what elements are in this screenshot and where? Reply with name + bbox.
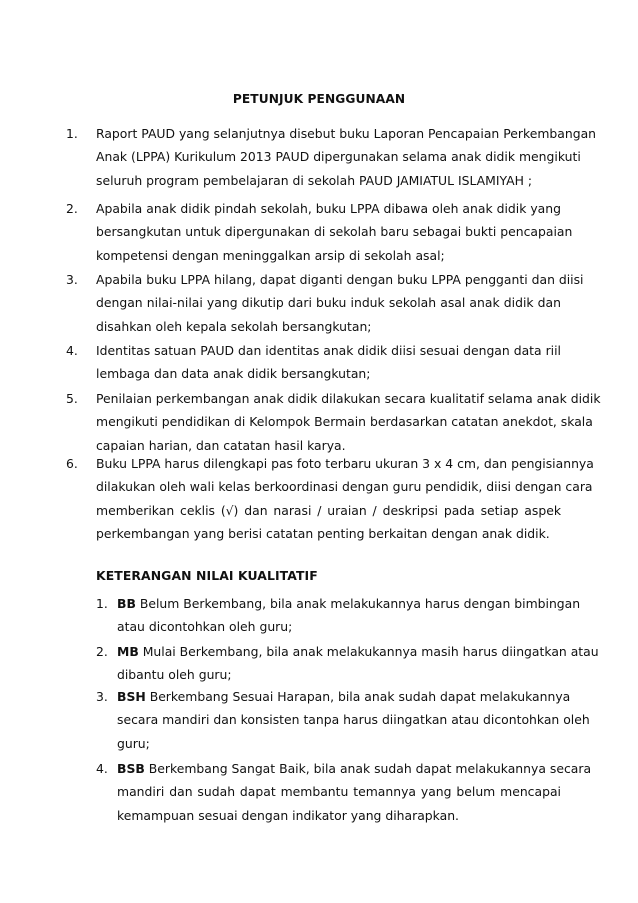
item-line: dibantu oleh guru; <box>117 667 232 683</box>
item-line: mengikuti pendidikan di Kelompok Bermain berdasarkan catatan anekdot, skala <box>96 414 593 430</box>
entry-number: 2. <box>96 644 108 659</box>
list-item-3 <box>96 268 584 338</box>
section-heading: KETERANGAN NILAI KUALITATIF <box>96 568 318 583</box>
item-number: 5. <box>66 391 78 406</box>
kualitatif-entry-mb <box>117 640 599 687</box>
item-line: mandiri dan sudah dapat membantu temannya yang belum mencapai <box>117 784 561 800</box>
entry-code: BSH <box>117 689 146 704</box>
item-line: lembaga dan data anak didik bersangkutan; <box>96 366 371 382</box>
item-number: 2. <box>66 201 78 216</box>
item-line: bersangkutan untuk dipergunakan di sekolah baru sebagai bukti pencapaian <box>96 224 573 240</box>
page-title: PETUNJUK PENGGUNAAN <box>232 92 406 106</box>
list-item-6 <box>96 452 594 546</box>
list-item-1 <box>96 122 597 192</box>
item-line: Berkembang Sangat Baik, bila anak sudah dapat melakukannya secara <box>144 761 592 776</box>
kualitatif-entry-bb <box>117 592 581 639</box>
entry-number: 4. <box>96 761 108 776</box>
kualitatif-entry-bsb <box>117 757 592 827</box>
item-line: Penilaian perkembangan anak didik dilakukan secara kualitatif selama anak didik <box>96 391 601 406</box>
item-line: Apabila anak didik pindah sekolah, buku LPPA dibawa oleh anak didik yang <box>96 201 561 216</box>
list-item-5 <box>96 387 601 457</box>
item-line: kemampuan sesuai dengan indikator yang diharapkan. <box>117 807 460 823</box>
item-line: capaian harian, dan catatan hasil karya. <box>96 437 346 453</box>
item-line: Mulai Berkembang, bila anak melakukannya masih harus diingatkan atau <box>138 644 599 659</box>
item-line: Buku LPPA harus dilengkapi pas foto terbaru ukuran 3 x 4 cm, dan pengisiannya <box>96 456 594 471</box>
item-line: seluruh program pembelajaran di sekolah PAUD JAMIATUL ISLAMIYAH ; <box>96 172 532 188</box>
item-line: Identitas satuan PAUD dan identitas anak didik diisi sesuai dengan data riil <box>96 343 561 358</box>
item-line: Anak (LPPA) Kurikulum 2013 PAUD dipergunakan selama anak didik mengikuti <box>96 149 581 165</box>
entry-code: MB <box>117 644 139 659</box>
item-number: 3. <box>66 272 78 287</box>
item-line: secara mandiri dan konsisten tanpa harus diingatkan atau dicontohkan oleh <box>117 712 590 728</box>
item-number: 1. <box>66 126 78 141</box>
item-line: Raport PAUD yang selanjutnya disebut buku Laporan Pencapaian Perkembangan <box>96 126 597 141</box>
list-item-2 <box>96 197 573 267</box>
item-line: kompetensi dengan meninggalkan arsip di sekolah asal; <box>96 247 445 263</box>
item-line: atau dicontohkan oleh guru; <box>117 619 293 635</box>
item-line: Belum Berkembang, bila anak melakukannya harus dengan bimbingan <box>135 596 581 611</box>
entry-code: BB <box>117 596 136 611</box>
item-line: dilakukan oleh wali kelas berkoordinasi dengan guru pendidik, diisi dengan cara <box>96 479 593 495</box>
item-line: perkembangan yang berisi catatan penting berkaitan dengan anak didik. <box>96 526 550 542</box>
item-line: memberikan ceklis (√) dan narasi / uraian / deskripsi pada setiap aspek <box>96 502 561 518</box>
kualitatif-entry-bsh <box>117 685 590 755</box>
entry-number: 1. <box>96 596 108 611</box>
entry-code: BSB <box>117 761 145 776</box>
item-line: Apabila buku LPPA hilang, dapat diganti dengan buku LPPA pengganti dan diisi <box>96 272 584 287</box>
item-number: 6. <box>66 456 78 471</box>
item-line: disahkan oleh kepala sekolah bersangkutan; <box>96 318 372 334</box>
item-line: Berkembang Sesuai Harapan, bila anak sudah dapat melakukannya <box>145 689 571 704</box>
entry-number: 3. <box>96 689 108 704</box>
item-line: guru; <box>117 735 150 751</box>
list-item-4 <box>96 339 561 386</box>
item-line: dengan nilai-nilai yang dikutip dari buku induk sekolah asal anak didik dan <box>96 295 561 311</box>
item-number: 4. <box>66 343 78 358</box>
